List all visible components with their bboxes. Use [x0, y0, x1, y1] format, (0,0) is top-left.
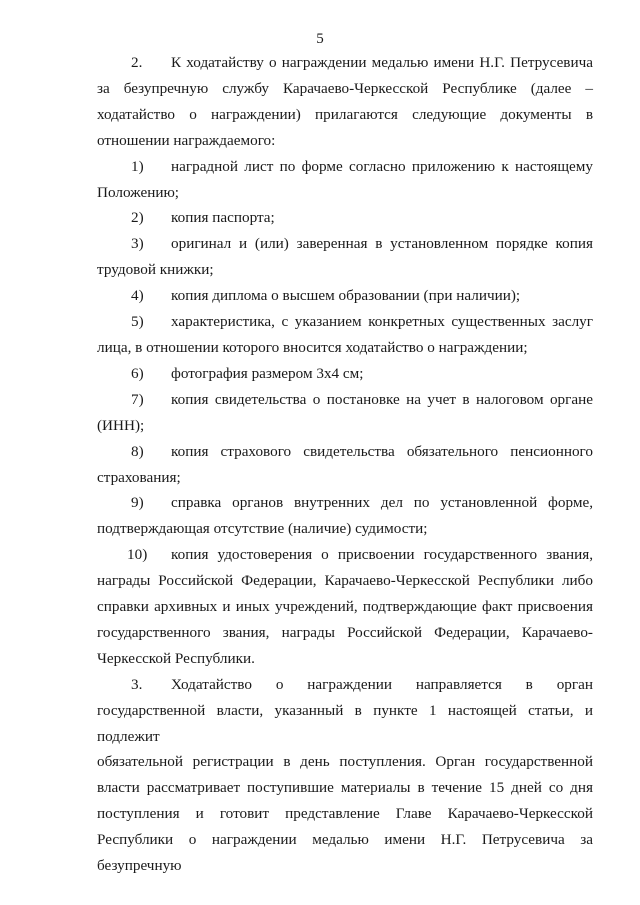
- paragraph-2-first-line-row: [97, 50, 593, 76]
- list-item-text: копия свидетельства о постановке на учет в налоговом органе: [171, 390, 593, 408]
- paragraph-text-line: ходатайство о награждении) прилагаются следующие документы в: [97, 105, 593, 123]
- paragraph-number: 2.: [131, 54, 143, 71]
- list-item-first-row: [97, 205, 593, 231]
- list-item-number: 7): [131, 390, 144, 408]
- list-item-text: оригинал и (или) заверенная в установленном порядке копия: [171, 235, 593, 253]
- list-item-first-row: [97, 309, 593, 335]
- list-item-number: 1): [131, 157, 144, 175]
- list-item-text: Положению;: [97, 183, 180, 201]
- paragraph-3-first-line-row: [97, 672, 593, 698]
- paragraph-text-line: власти рассматривает поступившие материалы в течение 15 дней со дня: [97, 779, 593, 797]
- list-item-first-row: [97, 439, 593, 465]
- list-item-text: государственного звания, награды Российской Федерации, Карачаево-: [97, 623, 593, 641]
- list-item-text: страхования;: [97, 468, 181, 486]
- list-item-text: подтверждающая отсутствие (наличие) судимости;: [97, 520, 428, 538]
- list-item: [97, 283, 593, 309]
- list-item-number: 5): [131, 313, 144, 331]
- list-item: [97, 154, 593, 206]
- paragraph-3: [97, 672, 593, 879]
- list-item: [97, 542, 593, 672]
- paragraph-text-line: К ходатайству о награждении медалью имени Н.Г. Петрусевича: [171, 54, 593, 71]
- list-item-text: характеристика, с указанием конкретных существенных заслуг: [171, 313, 593, 331]
- list-item: [97, 205, 593, 231]
- list-item-first-row: [97, 387, 593, 413]
- list-item-text: наградной лист по форме согласно приложению к настоящему: [171, 157, 593, 175]
- paragraph-text-line: поступления и готовит представление Главе Карачаево-Черкесской: [97, 805, 593, 823]
- list-item-first-row: [97, 361, 593, 387]
- list-item-text: фотография размером 3х4 см;: [171, 364, 364, 382]
- page-number: 5: [316, 31, 324, 47]
- list-item-number: 10): [127, 546, 148, 564]
- list-item-first-row: [97, 542, 593, 568]
- list-item-first-row: [97, 490, 593, 516]
- list-item-text: копия страхового свидетельства обязательного пенсионного: [171, 442, 593, 460]
- list-item-first-row: [97, 231, 593, 257]
- paragraph-text-line: государственной власти, указанный в пункте 1 настоящей статьи, и подлежит: [97, 701, 593, 745]
- list-item-first-row: [97, 283, 593, 309]
- list-item-number: 3): [131, 235, 144, 253]
- list-item-text: копия паспорта;: [171, 209, 275, 227]
- list-item-first-row: [97, 154, 593, 180]
- list-item-text: награды Российской Федерации, Карачаево-Черкесской Республики либо: [97, 572, 593, 590]
- list-item-text: справки архивных и иных учреждений, подтверждающие факт присвоения: [97, 598, 593, 616]
- paragraph-2: [97, 50, 593, 154]
- paragraph-text-line: обязательной регистрации в день поступления. Орган государственной: [97, 753, 593, 771]
- list-item: [97, 231, 593, 283]
- list-item: [97, 490, 593, 542]
- paragraph-text-line: отношении награждаемого:: [97, 131, 276, 149]
- list-item-number: 8): [131, 442, 144, 460]
- list-item-text: трудовой книжки;: [97, 261, 214, 279]
- list-item-number: 6): [131, 364, 144, 382]
- paragraph-text-line: Республики о награждении медалью имени Н.Г. Петрусевича за безупречную: [97, 831, 593, 875]
- paragraph-number: 3.: [131, 675, 143, 693]
- list-item-text: (ИНН);: [97, 416, 145, 434]
- paragraph-text-line: за безупречную службу Карачаево-Черкесской Республике (далее –: [97, 79, 593, 97]
- list-item-number: 2): [131, 209, 144, 227]
- list-item-number: 4): [131, 287, 144, 305]
- list-item-number: 9): [131, 494, 144, 512]
- document-body: [97, 50, 593, 879]
- list-item: [97, 387, 593, 439]
- list-item: [97, 309, 593, 361]
- list-item-text: копия диплома о высшем образовании (при наличии);: [171, 287, 521, 305]
- paragraph-text-line: Ходатайство о награждении направляется в орган: [171, 675, 593, 693]
- list-item: [97, 439, 593, 491]
- list-item-text: копия удостоверения о присвоении государственного звания,: [171, 546, 593, 564]
- list-item-text: Черкесской Республики.: [97, 649, 255, 667]
- list-item-text: справка органов внутренних дел по установленной форме,: [171, 494, 593, 512]
- list-item: [97, 361, 593, 387]
- list-item-text: лица, в отношении которого вносится ходатайство о награждении;: [97, 338, 528, 356]
